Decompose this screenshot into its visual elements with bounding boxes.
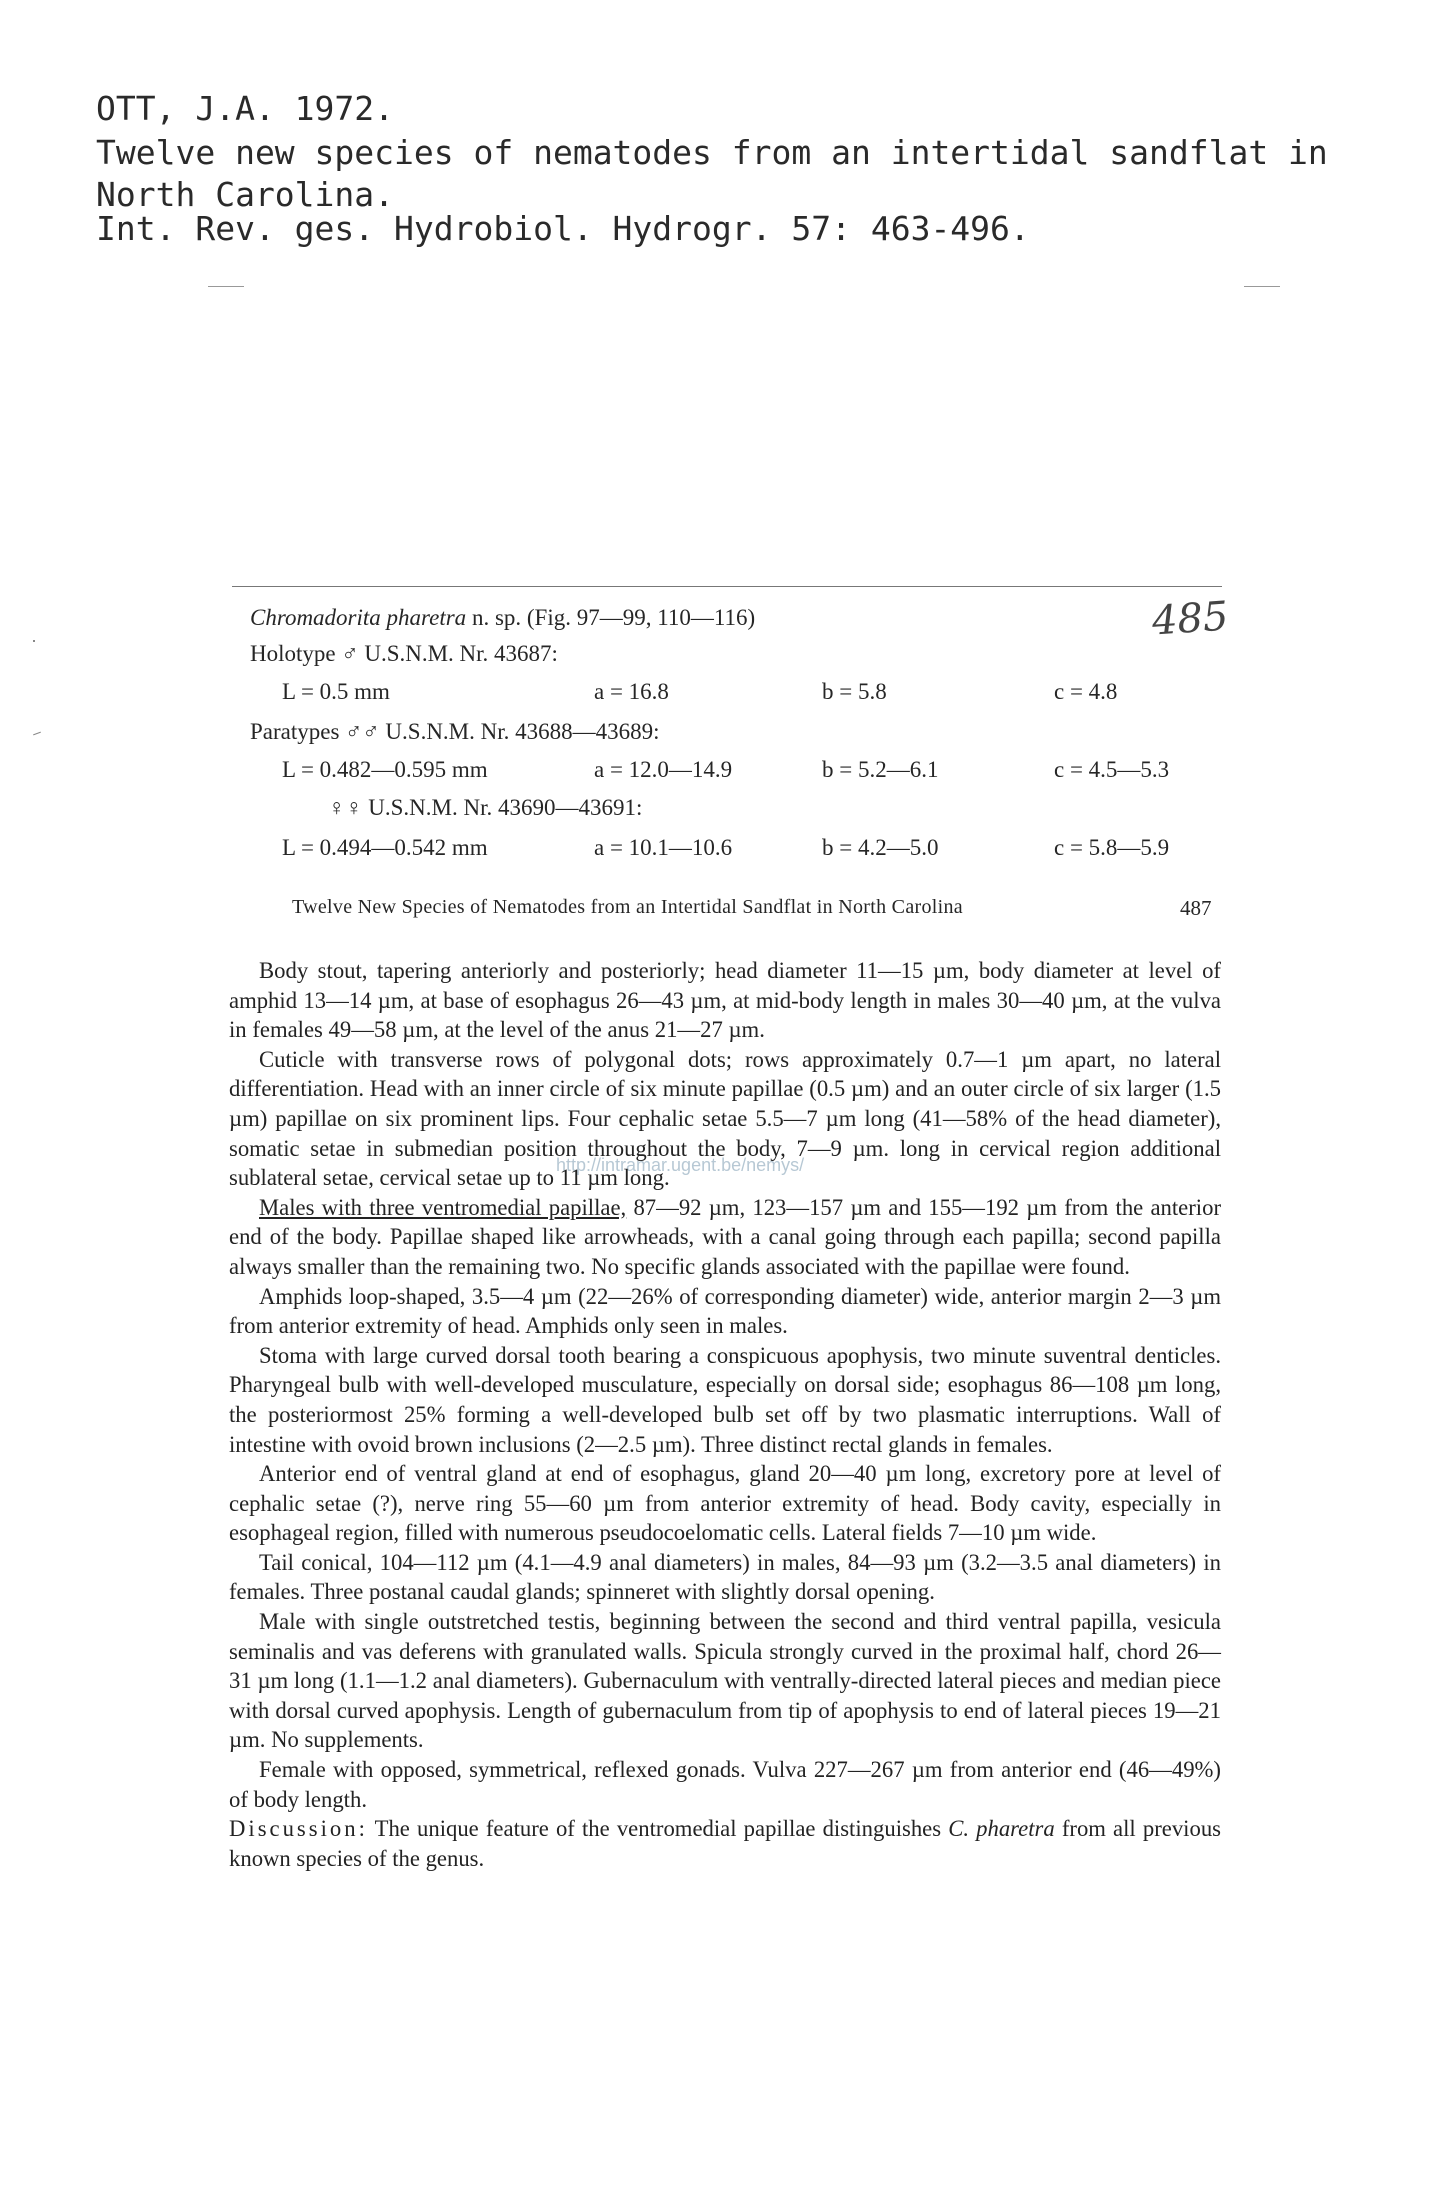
body-paragraph: Anterior end of ventral gland at end of esophagus, gland 20—40 µm long, excretory pore at level of cephalic setae (?), nerve ring 55—60 µm from anterior extremity of head. Body cavity, especially in esophageal region, filled with numerous pseudocoelomatic cells. Lateral fields 7—10 µm wide. xyxy=(229,1461,1221,1546)
discussion-label: Discussion: xyxy=(229,1816,368,1842)
body-paragraph: Tail conical, 104—112 µm (4.1—4.9 anal diameters) in males, 84—93 µm (3.2—3.5 anal diameters) in females. Three postanal caudal glands; spinneret with slightly dorsal opening. xyxy=(229,1549,1221,1605)
page-number: 487 xyxy=(1180,896,1212,920)
reference-author-year: OTT, J.A. 1972. xyxy=(96,89,395,128)
females-label: ♀♀ U.S.N.M. Nr. 43690—43691: xyxy=(328,795,643,820)
discussion-paragraph xyxy=(229,1814,1221,1873)
handwritten-page-number: 485 xyxy=(1150,593,1230,645)
scan-speck xyxy=(33,640,35,642)
scan-mark xyxy=(33,732,41,736)
body-paragraph: Male with single outstretched testis, beginning between the second and third ventral papilla, vesicula seminalis and vas deferens with granulated walls. Spicula strongly curved in the proximal half, chord 26—31 µm long (1.1—1.2 anal diameters). Gubernaculum with ventrally-directed lateral pieces and median piece with dorsal curved apophysis. Length of gubernaculum from tip of apophysis to end of lateral pieces 19—21 µm. No supplements. xyxy=(229,1609,1221,1753)
paratypes-c: c = 4.5—5.3 xyxy=(1054,757,1170,782)
clipping-right-dash xyxy=(1244,286,1280,287)
females-length: L = 0.494—0.542 mm xyxy=(282,835,488,860)
paratypes-b: b = 5.2—6.1 xyxy=(822,757,939,782)
type-material-clipping xyxy=(232,586,1242,890)
running-title: Twelve New Species of Nematodes from an Intertidal Sandflat in North Carolina xyxy=(292,896,963,918)
reference-title: Twelve new species of nematodes from an intertidal sandflat in North Carolina. xyxy=(96,133,1328,214)
repository-watermark: http://intramar.ugent.be/nemys/ xyxy=(556,1155,805,1175)
holotype-length: L = 0.5 mm xyxy=(282,679,390,704)
discussion-end: from all previous known species of the genus. xyxy=(229,1816,1221,1871)
clipping-top-rule xyxy=(232,586,1222,587)
body-paragraph: Stoma with large curved dorsal tooth bearing a conspicuous apophysis, two minute suventral denticles. Pharyngeal bulb with well-developed musculature, especially on dorsal side; esophagus 86—108 µm long, the posteriormost 25% forming a well-developed bulb set off by two plasmatic interruptions. Wall of intestine with ovoid brown inclusions (2—2.5 µm). Three distinct rectal glands in females. xyxy=(229,1342,1221,1457)
holotype-a: a = 16.8 xyxy=(594,679,669,704)
body-paragraph-papillae xyxy=(229,1193,1221,1282)
species-name: Chromadorita pharetra xyxy=(250,605,467,630)
underlined-phrase: Males with three ventromedial papillae, xyxy=(259,1194,627,1220)
females-a: a = 10.1—10.6 xyxy=(594,835,733,860)
body-paragraph: Body stout, tapering anteriorly and posteriorly; head diameter 11—15 µm, body diameter at level of amphid 13—14 µm, at base of esophagus 26—43 µm, at mid-body length in males 30—40 µm, at the vulva in females 49—58 µm, at the level of the anus 21—27 µm. xyxy=(229,958,1221,1043)
clipping-left-dash xyxy=(208,286,244,287)
species-figure-ref: n. sp. (Fig. 97—99, 110—116) xyxy=(466,605,756,630)
body-text-span: 87—92 µm, 123—157 µm and 155—192 µm from the anterior end of the body. Papillae shaped like arrowheads, with a canal going through each papilla; second papilla always smaller than the remaining two. No specific glands associated with the papillae were found. xyxy=(229,1194,1222,1279)
paratypes-length: L = 0.482—0.595 mm xyxy=(282,757,488,782)
body-paragraph: Female with opposed, symmetrical, reflexed gonads. Vulva 227—267 µm from anterior end (46—49%) of body length. xyxy=(229,1757,1221,1812)
discussion-text: The unique feature of the ventromedial papillae distinguishes xyxy=(367,1816,949,1842)
species-heading xyxy=(250,604,755,632)
body-paragraph: Cuticle with transverse rows of polygonal dots; rows approximately 0.7—1 µm apart, no lateral differentiation. Head with an inner circle of six minute papillae (0.5 µm) and an outer circle of six larger (1.5 µm) papillae on six prominent lips. Four cephalic setae 5.5—7 µm long (41—58% of the head diameter), somatic setae in submedian position throughout the body, 7—9 µm. long in cervical region additional sublateral setae, cervical setae up to 11 µm long. xyxy=(229,1046,1221,1191)
species-description xyxy=(229,956,1221,1873)
holotype-label: Holotype ♂ U.S.N.M. Nr. 43687: xyxy=(250,641,558,666)
holotype-c: c = 4.8 xyxy=(1054,679,1118,704)
paratypes-a: a = 12.0—14.9 xyxy=(594,757,733,782)
holotype-b: b = 5.8 xyxy=(822,679,887,704)
females-c: c = 5.8—5.9 xyxy=(1054,835,1170,860)
reference-journal: Int. Rev. ges. Hydrobiol. Hydrogr. 57: 463-496. xyxy=(96,209,1030,248)
discussion-species: C. pharetra xyxy=(948,1816,1055,1842)
paratypes-label: Paratypes ♂♂ U.S.N.M. Nr. 43688—43689: xyxy=(250,719,660,744)
females-b: b = 4.2—5.0 xyxy=(822,835,939,860)
body-paragraph: Amphids loop-shaped, 3.5—4 µm (22—26% of corresponding diameter) wide, anterior margin 2—3 µm from anterior extremity of head. Amphids only seen in males. xyxy=(229,1283,1221,1339)
